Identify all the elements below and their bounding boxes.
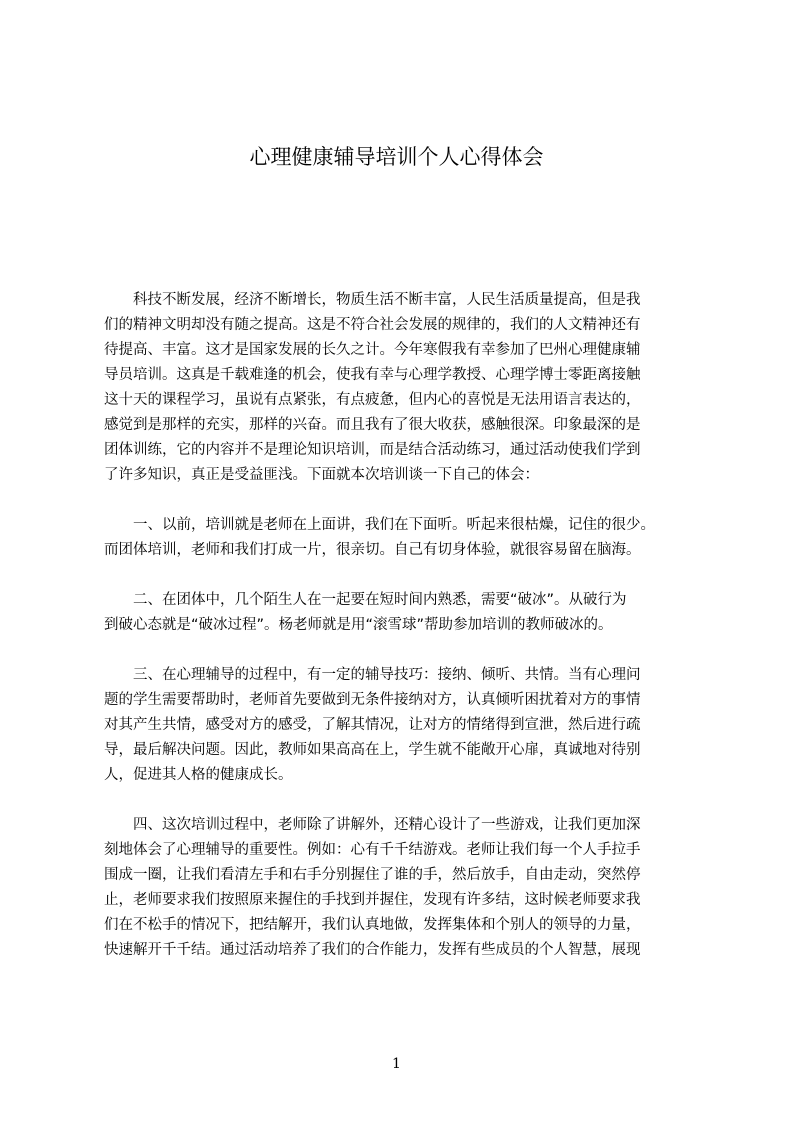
paragraph [104,663,708,788]
text-line: 围成一圈，让我们看清左手和右手分别握住了谁的手，然后放手，自由走动，突然停 [104,867,641,883]
text-line: 科技不断发展，经济不断增长，物质生活不断丰富，人民生活质量提高，但是我 [104,292,641,308]
paragraph [104,588,708,638]
text-line: 一、以前，培训就是老师在上面讲，我们在下面听。听起来很枯燥，记住的很少。 [104,517,655,533]
text-line: 三、在心理辅导的过程中，有一定的辅导技巧：接纳、倾听、共情。当有心理问 [104,667,641,683]
paragraph [104,513,708,563]
paragraph [104,288,708,488]
text-line: 题的学生需要帮助时，老师首先要做到无条件接纳对方，认真倾听困扰着对方的事情 [104,692,641,708]
text-line: 刻地体会了心理辅导的重要性。例如：心有千千结游戏。老师让我们每一个人手拉手 [104,842,641,858]
text-line: 们在不松手的情况下，把结解开，我们认真地做，发挥集体和个别人的领导的力量， [104,917,641,933]
text-line: 感觉到是那样的充实，那样的兴奋。而且我有了很大收获，感触很深。印象最深的是 [104,417,641,433]
text-line: 到破心态就是“破冰过程”。杨老师就是用“滚雪球”帮助参加培训的教师破冰的。 [104,617,613,633]
document-title: 心理健康辅导培训个人心得体会 [249,145,544,169]
paragraph [104,813,708,963]
text-line: 待提高、丰富。这才是国家发展的长久之计。今年寒假我有幸参加了巴州心理健康辅 [104,342,641,358]
text-line: 快速解开千千结。通过活动培养了我们的合作能力，发挥有些成员的个人智慧，展现 [104,942,641,958]
text-line: 这十天的课程学习，虽说有点紧张，有点疲惫，但内心的喜悦是无法用语言表达的， [104,392,641,408]
text-line: 对其产生共情，感受对方的感受，了解其情况，让对方的情绪得到宣泄，然后进行疏 [104,717,641,733]
text-line: 导，最后解决问题。因此，教师如果高高在上，学生就不能敞开心扉，真诚地对待别 [104,742,641,758]
text-line: 人，促进其人格的健康成长。 [104,767,293,783]
page-number: 1 [392,1056,401,1072]
text-line: 们的精神文明却没有随之提高。这是不符合社会发展的规律的，我们的人文精神还有 [104,317,641,333]
text-line: 导员培训。这真是千载难逢的机会，使我有幸与心理学教授、心理学博士零距离接触 [104,367,641,383]
text-line: 团体训练，它的内容并不是理论知识培训，而是结合活动练习，通过活动使我们学到 [104,442,641,458]
text-line: 了许多知识，真正是受益匪浅。下面就本次培训谈一下自己的体会： [104,467,539,483]
text-line: 四、这次培训过程中，老师除了讲解外，还精心设计了一些游戏，让我们更加深 [104,817,641,833]
text-line: 二、在团体中，几个陌生人在一起要在短时间内熟悉，需要“破冰”。从破行为 [104,592,627,608]
text-line: 止，老师要求我们按照原来握住的手找到并握住，发现有许多结，这时候老师要求我 [104,892,641,908]
text-line: 而团体培训，老师和我们打成一片，很亲切。自己有切身体验，就很容易留在脑海。 [104,542,641,558]
document-body [104,288,708,988]
